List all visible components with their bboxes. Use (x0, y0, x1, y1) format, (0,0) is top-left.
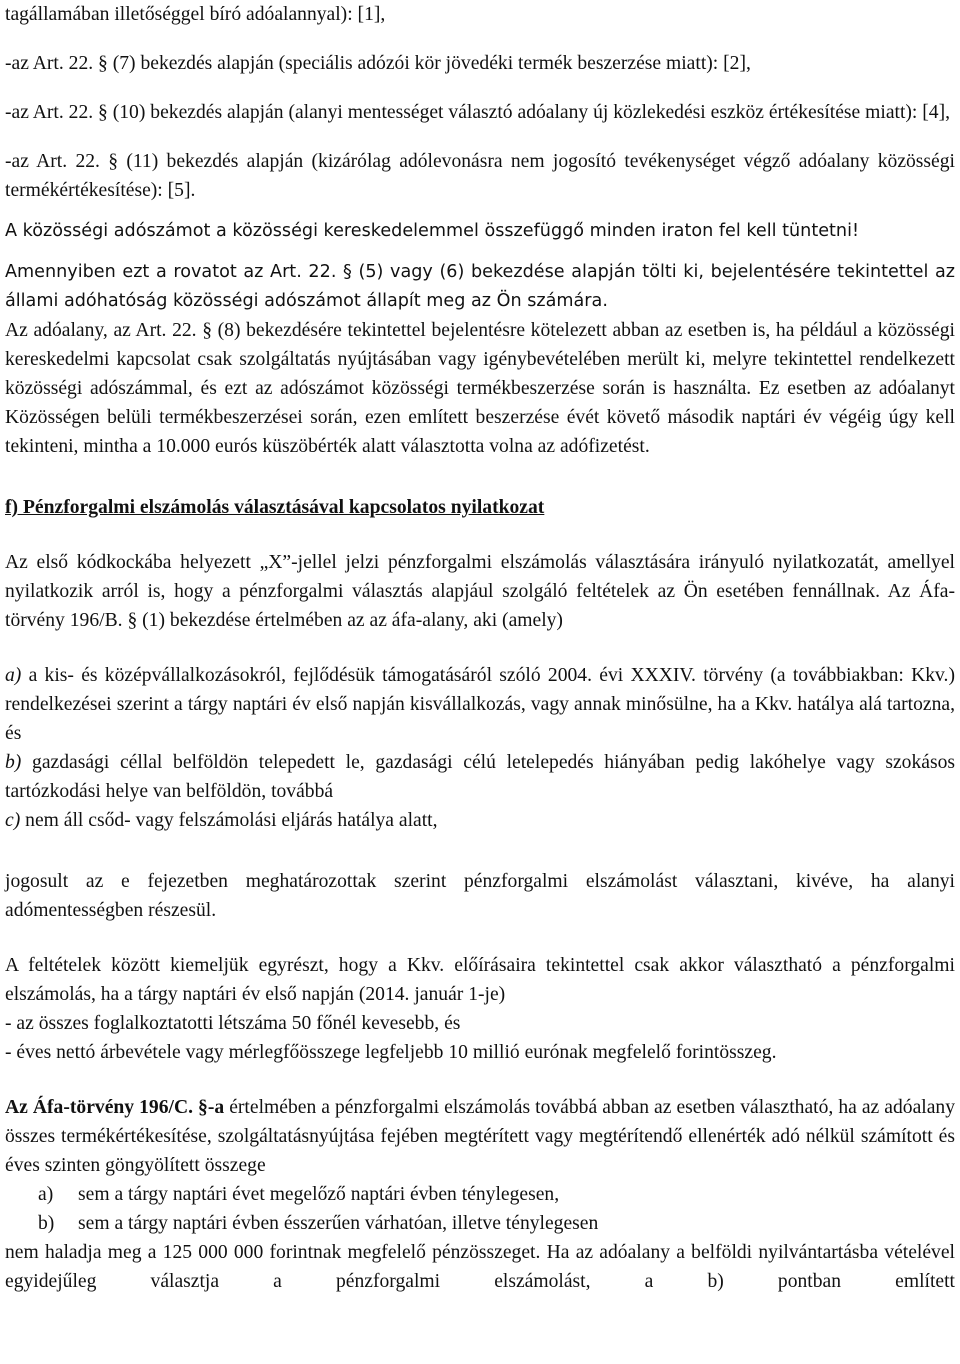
afa-196c-paragraph (5, 1093, 955, 1180)
paragraph-item-4: -az Art. 22. § (10) bekezdés alapján (alanyi mentességet választó adóalany új közlekedési eszköz értékesítése miatt): [4], (5, 102, 951, 123)
notice-paragraph: A közösségi adószámot a közösségi kereskedelemmel összefüggő minden iraton fel kell tüntetni! (5, 221, 860, 241)
threshold-list-marker-a: a) (38, 1184, 54, 1205)
document-page (5, 0, 955, 1296)
threshold-list-text-a: sem a tárgy naptári évet megelőző naptári évben ténylegesen, (78, 1184, 560, 1205)
condition-c-marker: c) (5, 810, 21, 831)
condition-a-text: a kis- és középvállalkozásokról, fejlődésük támogatásáról szóló 2004. évi XXXIV. törvény (a továbbiakban: Kkv.) rendelkezései szerint a tárgy naptári év első napján kisvállalkozás, vagy annak minősülne, ha a Kkv. hatálya alá tartozna, és (5, 665, 955, 744)
threshold-list-text-b: sem a tárgy naptári évben ésszerűen várhatóan, illetve ténylegesen (78, 1213, 599, 1234)
threshold-conclusion-paragraph: nem haladja meg a 125 000 000 forintnak megfelelő pénzösszeget. Ha az adóalany a belföldi nyilvántartásba vételével egyidejűleg választja a pénzforgalmi elszámolást, a b) pontban említett (5, 1242, 955, 1292)
condition-c (5, 806, 955, 835)
declaration-paragraph: Az első kódkockába helyezett „X”-jellel jelzi pénzforgalmi elszámolás választására irányuló nyilatkozatát, amellyel nyilatkozik arról is, hogy a pénzforgalmi választás alapjául szolgáló feltételek az Ön esetében fennállnak. Az Áfa-törvény 196/B. § (1) bekezdése értelmében az az áfa-alany, aki (amely) (5, 552, 955, 631)
condition-b-text: gazdasági céllal belföldön telepedett le, gazdasági célú letelepedés hiányában pedig lakóhelye vagy szokásos tartózkodási helye van belföldön, továbbá (5, 752, 955, 802)
afa-196c-reference: Az Áfa-törvény 196/C. §-a (5, 1097, 225, 1118)
condition-b-marker: b) (5, 752, 22, 773)
paragraph-item-1: tagállamában illetőséggel bíró adóalannyal): [1], (5, 4, 386, 25)
conditions-line-1: - az összes foglalkoztatotti létszáma 50 főnél kevesebb, és (5, 1013, 461, 1034)
threshold-list-marker-b: b) (38, 1213, 55, 1234)
art22-paragraph-a: Amennyiben ezt a rovatot az Art. 22. § (5) vagy (6) bekezdése alapján tölti ki, bejelentésére tekintettel az állami adóhatóság közösségi adószámot állapít meg az Ön számára. (5, 262, 955, 311)
condition-c-text: nem áll csőd- vagy felszámolási eljárás hatálya alatt, (25, 810, 438, 831)
condition-a-marker: a) (5, 665, 22, 686)
condition-a (5, 661, 955, 748)
art22-paragraph-b: Az adóalany, az Art. 22. § (8) bekezdésére tekintettel bejelentésre kötelezett abban az esetben is, ha például a közösségi kereskedelmi kapcsolat csak szolgáltatás nyújtásában vagy igénybevételében merült ki, melyre tekintettel rendelkezett közösségi adószámmal, és ezt az adószámot közösségi termékbeszerzése során is használta. Ez esetben az adóalanyt Közösségen belüli termékbeszerzései során, ezen említett beszerzése évét követő második naptári év végéig úgy kell tekinteni, mintha a 10.000 eurós küszöbérték alatt választotta volna az adófizetést. (5, 320, 955, 457)
eligibility-paragraph: jogosult az e fejezetben meghatározottak szerint pénzforgalmi elszámolást választani, kivéve, ha alanyi adómentességben részesül. (5, 871, 955, 921)
paragraph-item-5: -az Art. 22. § (11) bekezdés alapján (kizárólag adólevonásra nem jogosító tevékenységet végző adóalany közösségi termékértékesítése): [5]. (5, 151, 955, 201)
afa-196c-text: értelmében a pénzforgalmi elszámolás továbbá abban az esetben választható, ha az adóalany összes termékértékesítése, szolgáltatásnyújtása fejében megtérített vagy megtérítendő ellenérték adó nélkül számított és éves szinten göngyölített összege (5, 1097, 956, 1176)
conditions-line-2: - éves nettó árbevétele vagy mérlegfőösszege legfeljebb 10 millió eurónak megfelelő forintösszeg. (5, 1042, 777, 1063)
section-heading-f: f) Pénzforgalmi elszámolás választásával kapcsolatos nyilatkozat (5, 497, 545, 518)
condition-b (5, 748, 955, 806)
conditions-intro-paragraph: A feltételek között kiemeljük egyrészt, hogy a Kkv. előírásaira tekintettel csak akkor választható a pénzforgalmi elszámolás, ha a tárgy naptári év első napján (2014. január 1-je) (5, 955, 955, 1005)
threshold-list-item-a (5, 1180, 955, 1209)
threshold-list-item-b (5, 1209, 955, 1238)
paragraph-item-2: -az Art. 22. § (7) bekezdés alapján (speciális adózói kör jövedéki termék beszerzése miatt): [2], (5, 53, 751, 74)
